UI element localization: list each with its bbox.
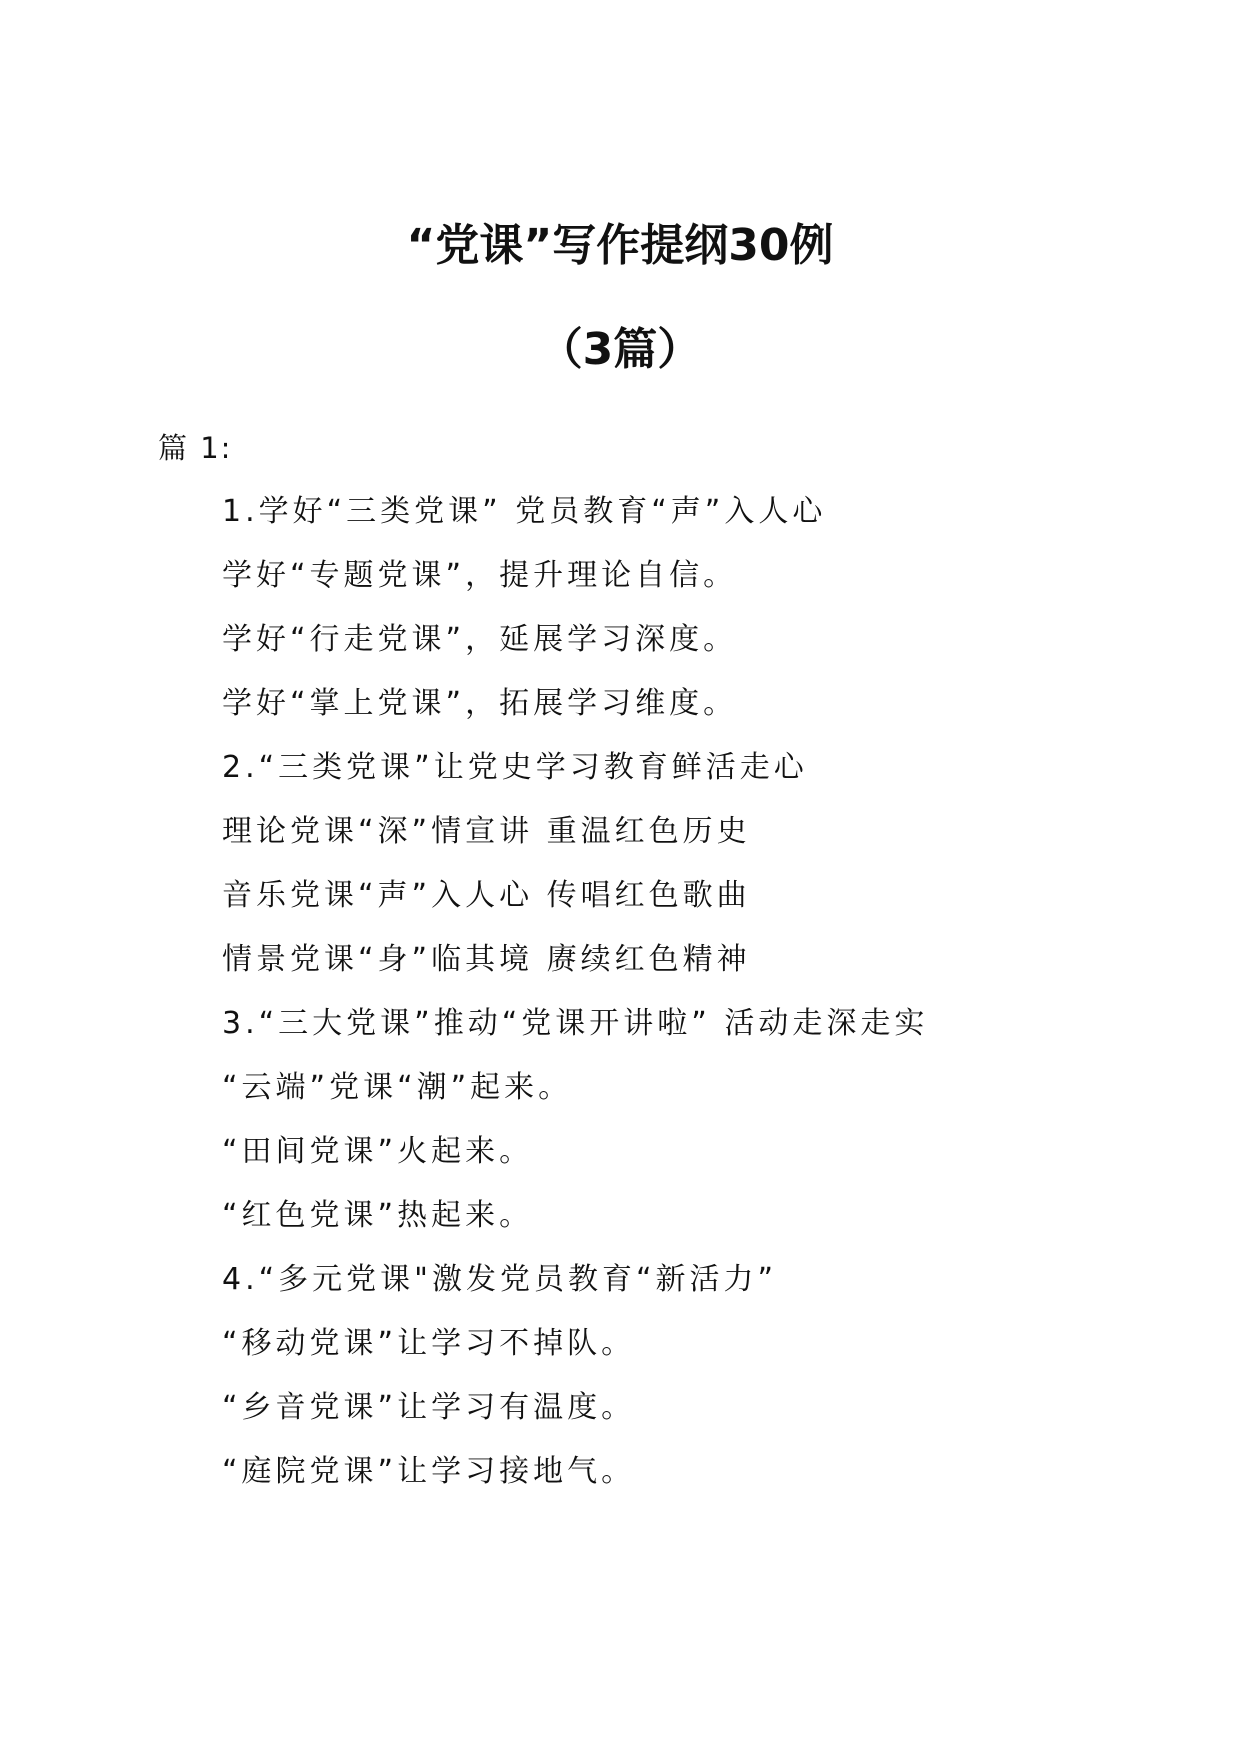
outline-line: 学好“掌上党课”，拓展学习维度。 <box>222 686 738 721</box>
outline-line: “移动党课”让学习不掉队。 <box>222 1326 636 1361</box>
outline-line: 情景党课“身”临其境 赓续红色精神 <box>222 942 751 977</box>
outline-line: 理论党课“深”情宣讲 重温红色历史 <box>222 814 751 849</box>
section-label: 篇 1: <box>158 431 233 465</box>
document-title: “党课”写作提纲30例 <box>406 220 834 271</box>
outline-line: “红色党课”热起来。 <box>222 1198 534 1233</box>
outline-line: “乡音党课”让学习有温度。 <box>222 1390 636 1425</box>
outline-line: “田间党课”火起来。 <box>222 1134 534 1169</box>
outline-line: “庭院党课”让学习接地气。 <box>222 1454 636 1489</box>
outline-heading-3: 3.“三大党课”推动“党课开讲啦” 活动走深走实 <box>222 1006 929 1041</box>
outline-line: 学好“行走党课”，延展学习深度。 <box>222 622 738 657</box>
outline-heading-2: 2.“三类党课”让党史学习教育鲜活走心 <box>222 750 808 785</box>
document-subtitle: （3篇） <box>538 324 702 375</box>
outline-line: “云端”党课“潮”起来。 <box>222 1070 573 1105</box>
outline-line: 学好“专题党课”，提升理论自信。 <box>222 558 738 593</box>
outline-line: 音乐党课“声”入人心 传唱红色歌曲 <box>222 878 751 913</box>
outline-heading-1: 1.学好“三类党课” 党员教育“声”入人心 <box>222 494 827 529</box>
outline-heading-4: 4.“多元党课"激发党员教育“新活力” <box>222 1262 778 1297</box>
